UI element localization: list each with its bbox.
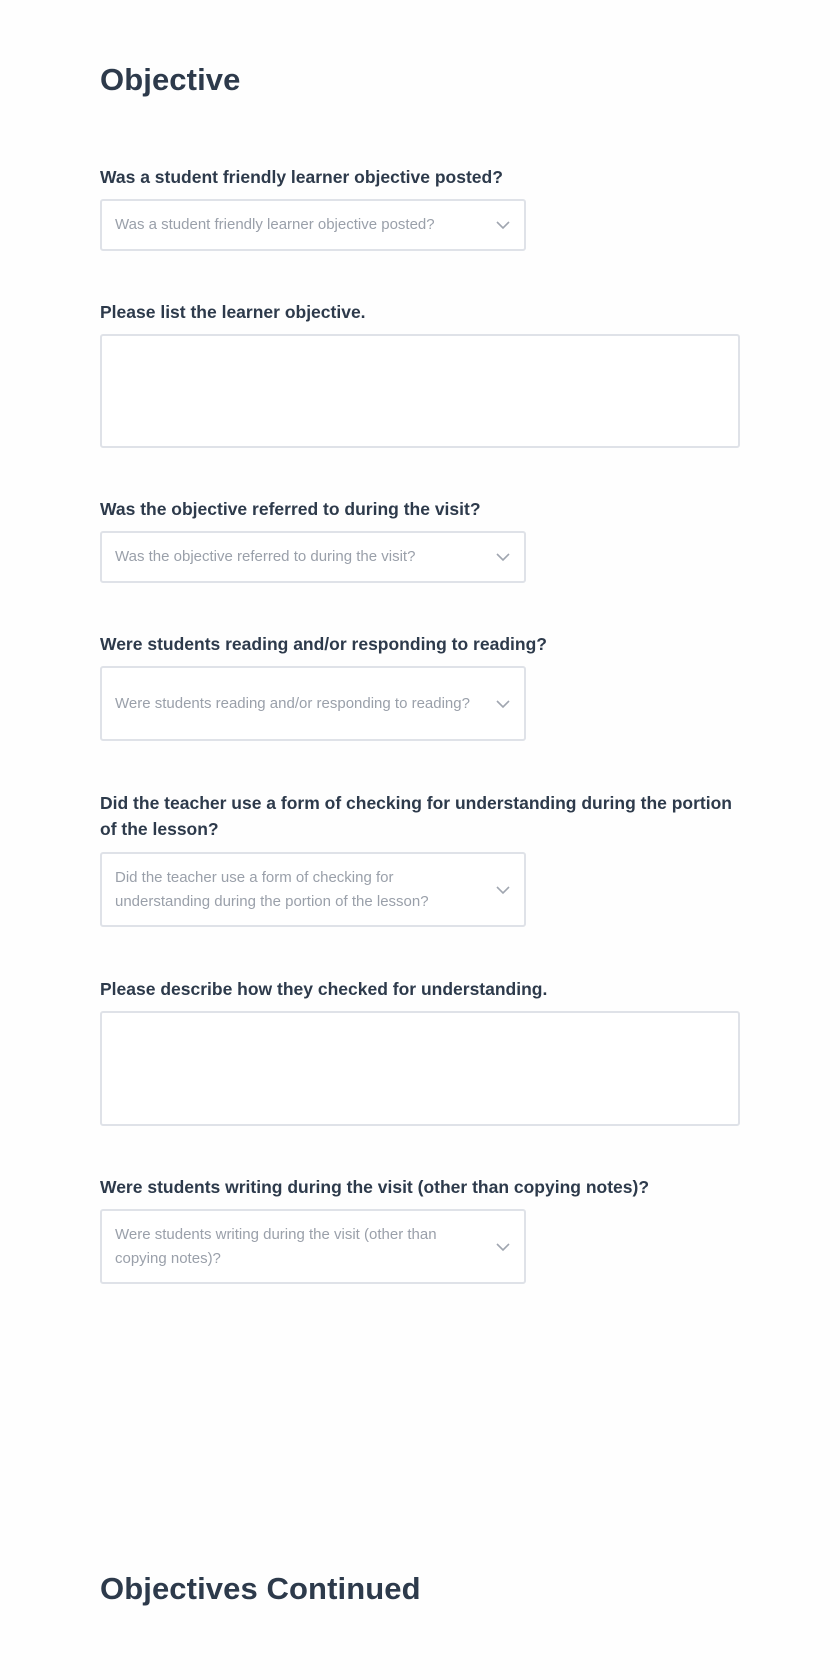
question-label-checking-understanding: Did the teacher use a form of checking for understanding during the portion of the lesson?	[100, 793, 732, 839]
learner-objective-textarea[interactable]	[100, 334, 740, 448]
describe-checking-textarea[interactable]	[100, 1011, 740, 1126]
students-reading-select[interactable]	[100, 666, 526, 741]
question-label-objective-referred: Was the objective referred to during the visit?	[100, 499, 481, 519]
question-label-list-objective: Please list the learner objective.	[100, 302, 366, 322]
chevron-down-icon	[494, 884, 512, 896]
question-label-objective-posted: Was a student friendly learner objective posted?	[100, 167, 503, 187]
chevron-down-icon	[494, 698, 512, 710]
chevron-down-icon	[494, 219, 512, 231]
objective-referred-select[interactable]	[100, 531, 526, 583]
students-writing-select[interactable]	[100, 1209, 526, 1284]
question-label-describe-checking: Please describe how they checked for understanding.	[100, 979, 548, 999]
chevron-down-icon	[494, 551, 512, 563]
select-placeholder: Did the teacher use a form of checking for understanding during the portion of the lesson?	[115, 868, 429, 910]
checking-understanding-select[interactable]	[100, 852, 526, 927]
question-label-students-writing: Were students writing during the visit (other than copying notes)?	[100, 1177, 650, 1197]
objective-posted-select[interactable]	[100, 199, 526, 251]
section-title-objective: Objective	[100, 62, 241, 97]
select-placeholder: Was a student friendly learner objective posted?	[115, 216, 435, 233]
select-placeholder: Were students reading and/or responding to reading?	[115, 694, 470, 712]
select-placeholder: Were students writing during the visit (other than copying notes)?	[115, 1225, 437, 1267]
question-label-students-reading: Were students reading and/or responding to reading?	[100, 634, 547, 654]
chevron-down-icon	[494, 1241, 512, 1253]
select-placeholder: Was the objective referred to during the visit?	[115, 548, 416, 565]
section-title-objectives-continued: Objectives Continued	[100, 1571, 421, 1606]
